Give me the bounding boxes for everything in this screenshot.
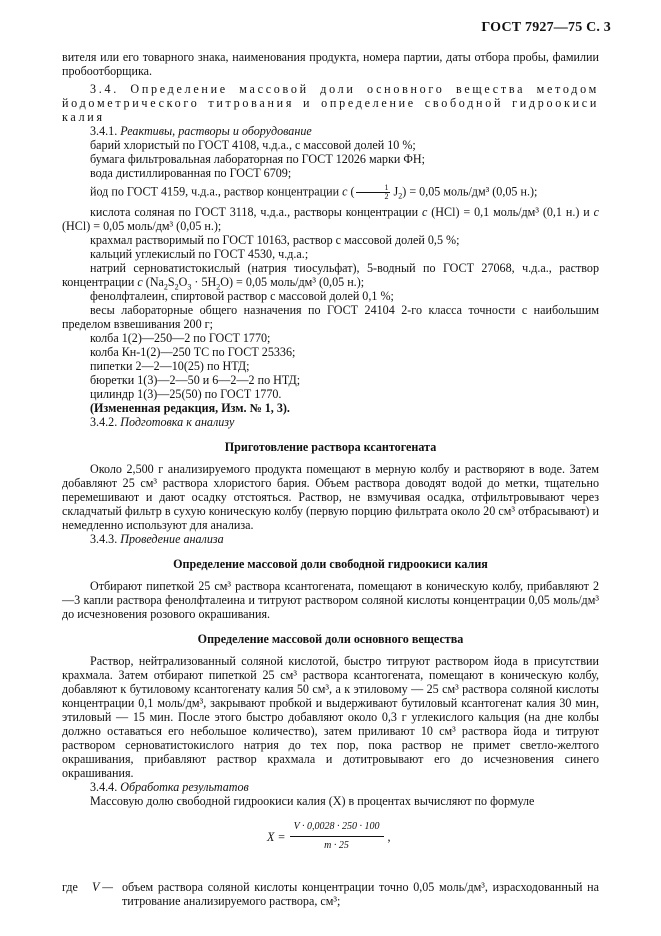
reagent-line-iodine: йод по ГОСТ 4159, ч.д.а., раствор концентрации c ( $\frac{1}{2}$ $J_2) = 0,05$ моль/дм³ (0,05 н.); [90,183,538,201]
equipment-line: пипетки 2—2—10(25) по НТД; [90,359,250,373]
reagent-text: кислота соляная по ГОСТ 3118, ч.д.а., растворы концентрации [90,205,419,219]
page-header: ГОСТ 7927—75 С. 3 [481,20,611,35]
reagent-line: фенолфталеин, спиртовой раствор с массовой долей 0,1 %; [90,289,394,303]
formula-legend [62,880,599,908]
section-heading-3-4: 3.4. Определение массовой доли основного вещества методом йодометрического титрования и определение свободной гидроокиси калия [62,82,599,124]
reagent-line: весы лабораторные общего назначения по ГОСТ 24104 2-го класса точности с наибольшим пределом взвешивания 200 г; [62,303,599,331]
formula [62,820,599,864]
reagent-line: барий хлористый по ГОСТ 4108, ч.д.а., с массовой долей 10 %; [90,138,416,152]
formula-tail: , [387,829,391,844]
subsection-number: 3.4.1. [90,124,118,138]
document-body [62,50,599,908]
equipment-line: колба 1(2)—250—2 по ГОСТ 1770; [90,331,271,345]
paragraph: Отбирают пипеткой 25 см³ раствора ксантогената, помещают в коническую колбу, прибавляют 2—3 капли раствора фенолфталеина и титруют раствором соляной кислоты концентрации 0,05 моль/дм³ до исчезновения розового окрашивания. [62,579,599,621]
reagent-text: (HCl) = 0,05 моль/дм³ (0,05 н.); [62,219,222,233]
subsection-number: 3.4.3. [90,532,118,546]
equipment-line: колба Кн-1(2)—250 ТС по ГОСТ 25336; [90,345,296,359]
reagent-text: (HCl) = 0,1 моль/дм³ (0,1 н.) и [431,205,590,219]
subsection-3-4-2 [62,415,599,429]
paragraph: Около 2,500 г анализируемого продукта помещают в мерную колбу и растворяют в воде. Затем добавляют 25 см³ раствора хлористого бария. Объем раствора доводят водой до метки, тщательно перемешивают и дают осадку отстояться. Раствор, не взмучивая осадка, отфильтровывают через складчатый фильтр в сухую коническую колбу (первую порцию фильтрата около 20 см³ отбрасывают) и немедленно используют для анализа. [62,462,599,532]
subsection-3-4-4 [62,780,599,794]
equipment-line: бюретки 1(3)—2—50 и 6—2—2 по НТД; [90,373,301,387]
section-title: Определение массовой доли свободной гидроокиси калия [173,557,488,571]
section-title: Приготовление раствора ксантогената [224,440,437,454]
subsection-number: 3.4.4. [90,780,118,794]
where-word: где [62,880,78,894]
paragraph: Раствор, нейтрализованный соляной кислотой, быстро титруют раствором йода в присутствии крахмала. Затем отбирают пипеткой 25 см³ раствора ксантогената, помещают в коническую колбу, добавляют к бутиловому ксантогенату калия 50 см³, а к этиловому — 25 см³ раствора соляной кислоты концентрации 0,1 моль/дм³, закрывают пробкой и выдерживают бутиловый ксантогенат калия 30 мин, этиловый — 15 мин. После этого быстро добавляют около 0,3 г углекислого кальция (на дне колбы должно оставаться его небольшое количество), затем приливают 10 см³ раствора йода и титруют раствором серноватистокислого натрия до тех пор, пока раствор не примет светло-желтого окрашивания, прибавляют раствор крахмала и дотитровывают его до исчезновения синего окрашивания. [62,654,599,780]
formula-denominator: m · 25 [324,840,349,851]
subsection-title: Реактивы, растворы и оборудование [120,124,312,138]
reagent-text: йод по ГОСТ 4159, ч.д.а., раствор концентрации [90,184,340,199]
paragraph: Массовую долю свободной гидроокиси калия (X) в процентах вычисляют по формуле [90,794,535,808]
where-symbol: V — [92,880,113,894]
where-text: объем раствора соляной кислоты концентрации точно 0,05 моль/дм³, израсходованный на титрование анализируемого раствора, см³; [122,880,599,908]
subsection-3-4-1 [62,124,599,138]
subsection-title: Обработка результатов [120,780,249,794]
reagent-text: = 0,05 моль/дм³ (0,05 н.); [409,184,538,199]
reagent-line: кальций углекислый по ГОСТ 4530, ч.д.а.; [90,247,309,261]
reagent-line: бумага фильтровальная лабораторная по ГОСТ 12026 марки ФН; [90,152,425,166]
formula-lhs: X = [267,829,286,844]
subsection-3-4-3 [62,532,599,546]
reagent-line: вода дистиллированная по ГОСТ 6709; [90,166,292,180]
reagent-text: = 0,05 моль/дм³ (0,05 н.); [236,275,365,289]
reagent-line-thiosulfate: натрий серноватистокислый (натрия тиосульфат), 5-водный по ГОСТ 27068, ч.д.а., раствор концентрации c $(Na_2S_2O_3 \cdot 5H_2O) = 0,05$ моль/дм³ (0,05 н.); [62,261,599,292]
formula-fraction [290,820,384,853]
equipment-line: цилиндр 1(3)—25(50) по ГОСТ 1770. [90,387,282,401]
reagent-text: натрий серноватистокислый (натрия тиосульфат), 5-водный по ГОСТ 27068, ч.д.а., раствор концентрации [62,261,599,289]
paragraph: вителя или его товарного знака, наименования продукта, номера партии, даты отбора пробы, фамилии пробоотборщика. [62,50,599,78]
subsection-title: Подготовка к анализу [120,415,235,429]
revision-note: (Измененная редакция, Изм. № 1, 3). [90,401,290,415]
subsection-title: Проведение анализа [120,532,224,546]
section-title: Определение массовой доли основного вещества [197,632,464,646]
reagent-line-hcl: кислота соляная по ГОСТ 3118, ч.д.а., растворы концентрации c (HCl) = 0,1 моль/дм³ (0,1 н.) и c (HCl) = 0,05 моль/дм³ (0,05 н.); [62,205,599,233]
formula-numerator: V · 0,0028 · 250 · 100 [290,820,384,837]
reagent-line: крахмал растворимый по ГОСТ 10163, раствор с массовой долей 0,5 %; [90,233,460,247]
subsection-number: 3.4.2. [90,415,118,429]
